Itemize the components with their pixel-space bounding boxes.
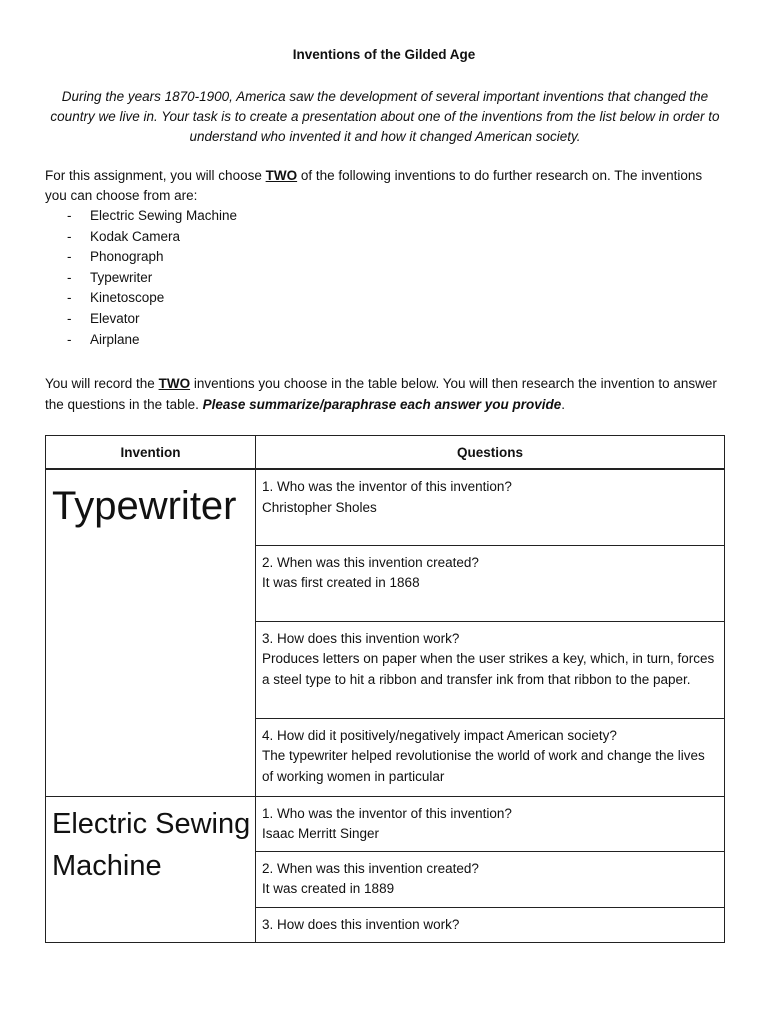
question-cell xyxy=(256,469,725,545)
answer-text: It was first created in 1868 xyxy=(262,575,420,591)
question-text: 1. Who was the inventor of this invention? xyxy=(262,805,512,821)
question-cell xyxy=(256,545,725,621)
document-title: Inventions of the Gilded Age xyxy=(292,47,476,62)
question-text: 3. How does this invention work? xyxy=(262,630,460,646)
answer-text: Christopher Sholes xyxy=(262,499,377,515)
list-item: - Elevator xyxy=(67,310,140,326)
table-row xyxy=(46,796,725,851)
list-item: - Airplane xyxy=(67,331,140,347)
answer-text: Isaac Merritt Singer xyxy=(262,826,380,842)
summarize-instruction: Please summarize/paraphrase each answer you provide xyxy=(202,397,562,412)
question-text: 2. When was this invention created? xyxy=(262,860,479,876)
question-text: 4. How did it positively/negatively impact American society? xyxy=(262,727,617,743)
assignment-paragraph: For this assignment, you will choose TWO of the following inventions to do further research on. The inventions you can choose from are: xyxy=(45,168,703,203)
question-cell xyxy=(256,621,725,718)
emphasis-two: TWO xyxy=(265,168,298,183)
question-cell xyxy=(256,907,725,942)
answer-text: Produces letters on paper when the user strikes a key, which, in turn, forces a steel type to hit a ribbon and transfer ink from that ribbon to the paper. xyxy=(262,651,715,687)
list-item: - Kinetoscope xyxy=(67,290,165,306)
question-text: 3. How does this invention work? xyxy=(262,916,460,932)
answer-text: It was created in 1889 xyxy=(262,881,395,897)
list-item: - Phonograph xyxy=(67,249,164,265)
question-cell xyxy=(256,718,725,796)
question-cell xyxy=(256,796,725,851)
table-header-row xyxy=(46,436,725,470)
invention-choice-list xyxy=(45,206,725,350)
invention-name-sewing-machine: Electric Sewing Machine xyxy=(46,796,256,942)
table-row xyxy=(46,469,725,545)
list-item: - Electric Sewing Machine xyxy=(67,208,238,223)
intro-paragraph: During the years 1870-1900, America saw the development of several important inventions that changed the country we live in. Your task is to create a presentation about one of the inventions from the list below in order to understand who invented it and how it changed American society. xyxy=(50,89,720,144)
question-text: 1. Who was the inventor of this invention? xyxy=(262,479,512,494)
assignment-section xyxy=(45,166,725,350)
question-text: 2. When was this invention created? xyxy=(262,554,479,570)
header-questions: Questions xyxy=(256,436,725,470)
list-item: - Kodak Camera xyxy=(67,228,181,244)
record-instructions: You will record the TWO inventions you choose in the table below. You will then research the invention to answer the questions in the table. Please summarize/paraphrase each answer you provide. xyxy=(45,376,717,412)
answer-text: The typewriter helped revolutionise the world of work and change the lives of working women in particular xyxy=(262,748,705,784)
question-cell xyxy=(256,851,725,907)
invention-name-typewriter: Typewriter xyxy=(46,469,256,796)
research-table xyxy=(45,435,725,943)
header-invention: Invention xyxy=(46,436,256,470)
emphasis-two: TWO xyxy=(158,376,191,391)
list-item: - Typewriter xyxy=(67,269,153,285)
